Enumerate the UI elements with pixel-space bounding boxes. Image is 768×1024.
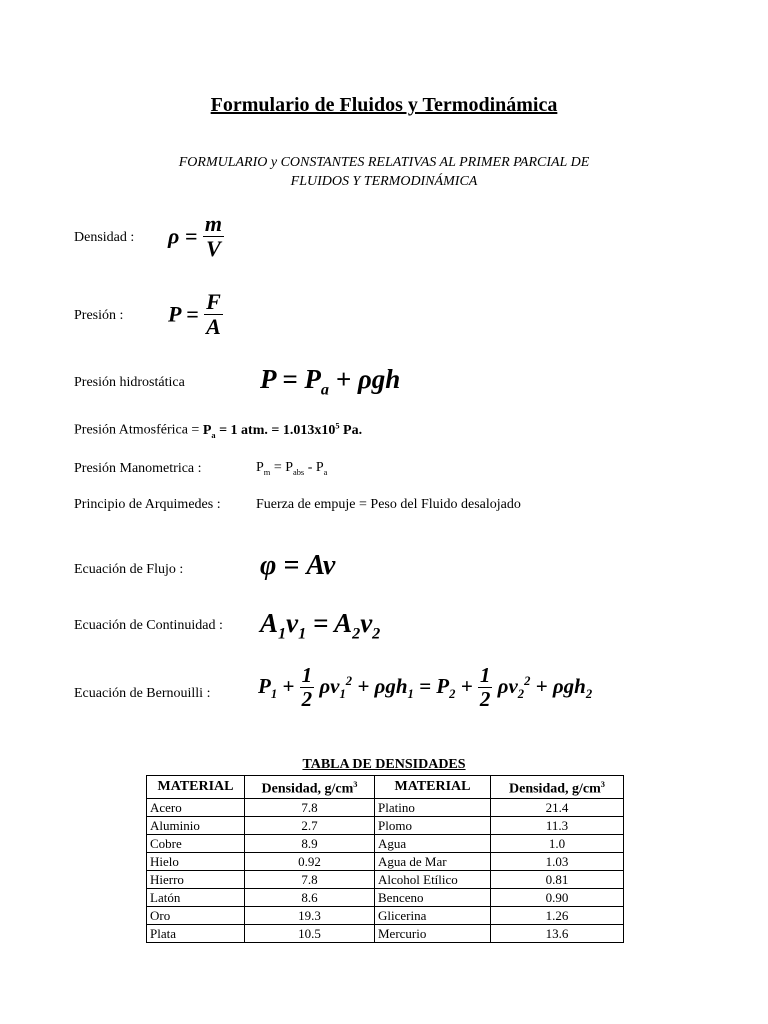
- density-cell: 21.4: [491, 798, 624, 816]
- atmosferica-row: [74, 421, 362, 439]
- table-row: [147, 852, 624, 870]
- table-row: [147, 888, 624, 906]
- material-cell: Acero: [147, 798, 245, 816]
- presion-formula: P = $\frac{F}{A}$: [168, 289, 221, 340]
- manometrica-formula: $P_m = P_{abs} - P_a$: [256, 460, 328, 477]
- density-cell: 10.5: [245, 924, 375, 942]
- hidrostatica-label: Presión hidrostática: [74, 375, 185, 390]
- page-title: Formulario de Fluidos y Termodinámica: [210, 94, 558, 116]
- header-material-1: MATERIAL: [147, 776, 245, 799]
- material-cell: Plomo: [375, 816, 491, 834]
- atmosferica-value: $P_a = 1$ atm. = $1.013x10^5$ Pa.: [202, 421, 363, 440]
- density-cell: 0.92: [245, 852, 375, 870]
- density-cell: 0.81: [491, 870, 624, 888]
- material-cell: Aluminio: [147, 816, 245, 834]
- density-cell: 7.8: [245, 798, 375, 816]
- atmosferica-label: Presión Atmosférica =: [74, 422, 200, 438]
- density-cell: 1.03: [491, 852, 624, 870]
- material-cell: Hierro: [147, 870, 245, 888]
- table-row: [147, 906, 624, 924]
- flujo-formula: φ = Av: [260, 550, 336, 581]
- material-cell: Latón: [147, 888, 245, 906]
- flujo-label: Ecuación de Flujo :: [74, 562, 184, 577]
- hidrostatica-formula: $P = P_a + \rho gh$: [260, 364, 401, 399]
- material-cell: Glicerina: [375, 906, 491, 924]
- table-caption: TABLA DE DENSIDADES: [302, 757, 466, 772]
- material-cell: Plata: [147, 924, 245, 942]
- densities-table: [146, 775, 624, 943]
- material-cell: Agua: [375, 834, 491, 852]
- densidad-label: Densidad :: [74, 230, 135, 245]
- material-cell: Alcohol Etílico: [375, 870, 491, 888]
- material-cell: Agua de Mar: [375, 852, 491, 870]
- density-cell: 19.3: [245, 906, 375, 924]
- material-cell: Benceno: [375, 888, 491, 906]
- table-row: [147, 834, 624, 852]
- bernoulli-label: Ecuación de Bernouilli :: [74, 686, 211, 701]
- subtitle: [150, 153, 618, 191]
- densidad-formula: ρ = $\frac{m}{V}$: [168, 211, 222, 262]
- bernoulli-formula: $P_1$ + $\frac{1}{2}$ $\rho v_1^2 + \rho gh_1 = P_2$ + $\frac{1}{2}$ $\rho v_2^2 + \rho gh_2$: [258, 663, 593, 712]
- material-cell: Oro: [147, 906, 245, 924]
- density-cell: 7.8: [245, 870, 375, 888]
- arquimedes-label: Principio de Arquimedes :: [74, 497, 221, 512]
- table-header-row: [147, 776, 624, 799]
- density-cell: 11.3: [491, 816, 624, 834]
- density-cell: 1.0: [491, 834, 624, 852]
- table-row: [147, 798, 624, 816]
- continuidad-formula: $A_1v_1 = A_2v_2$: [260, 608, 381, 643]
- header-densidad-2: Densidad, $g/cm^3$: [491, 776, 624, 799]
- table-row: [147, 816, 624, 834]
- presion-label: Presión :: [74, 308, 124, 323]
- density-cell: 2.7: [245, 816, 375, 834]
- header-material-2: MATERIAL: [375, 776, 491, 799]
- table-row: [147, 870, 624, 888]
- density-cell: 13.6: [491, 924, 624, 942]
- density-cell: 1.26: [491, 906, 624, 924]
- material-cell: Mercurio: [375, 924, 491, 942]
- material-cell: Hielo: [147, 852, 245, 870]
- density-cell: 8.9: [245, 834, 375, 852]
- arquimedes-text: Fuerza de empuje = Peso del Fluido desalojado: [256, 497, 521, 512]
- material-cell: Platino: [375, 798, 491, 816]
- material-cell: Cobre: [147, 834, 245, 852]
- header-densidad-1: Densidad, $g/cm^3$: [245, 776, 375, 799]
- density-cell: 8.6: [245, 888, 375, 906]
- subtitle-line-2: FLUIDOS Y TERMODINÁMICA: [290, 174, 478, 189]
- density-cell: 0.90: [491, 888, 624, 906]
- manometrica-label: Presión Manometrica :: [74, 461, 202, 476]
- table-row: [147, 924, 624, 942]
- continuidad-label: Ecuación de Continuidad :: [74, 618, 223, 633]
- subtitle-line-1: FORMULARIO y CONSTANTES RELATIVAS AL PRIMER PARCIAL DE: [178, 155, 590, 170]
